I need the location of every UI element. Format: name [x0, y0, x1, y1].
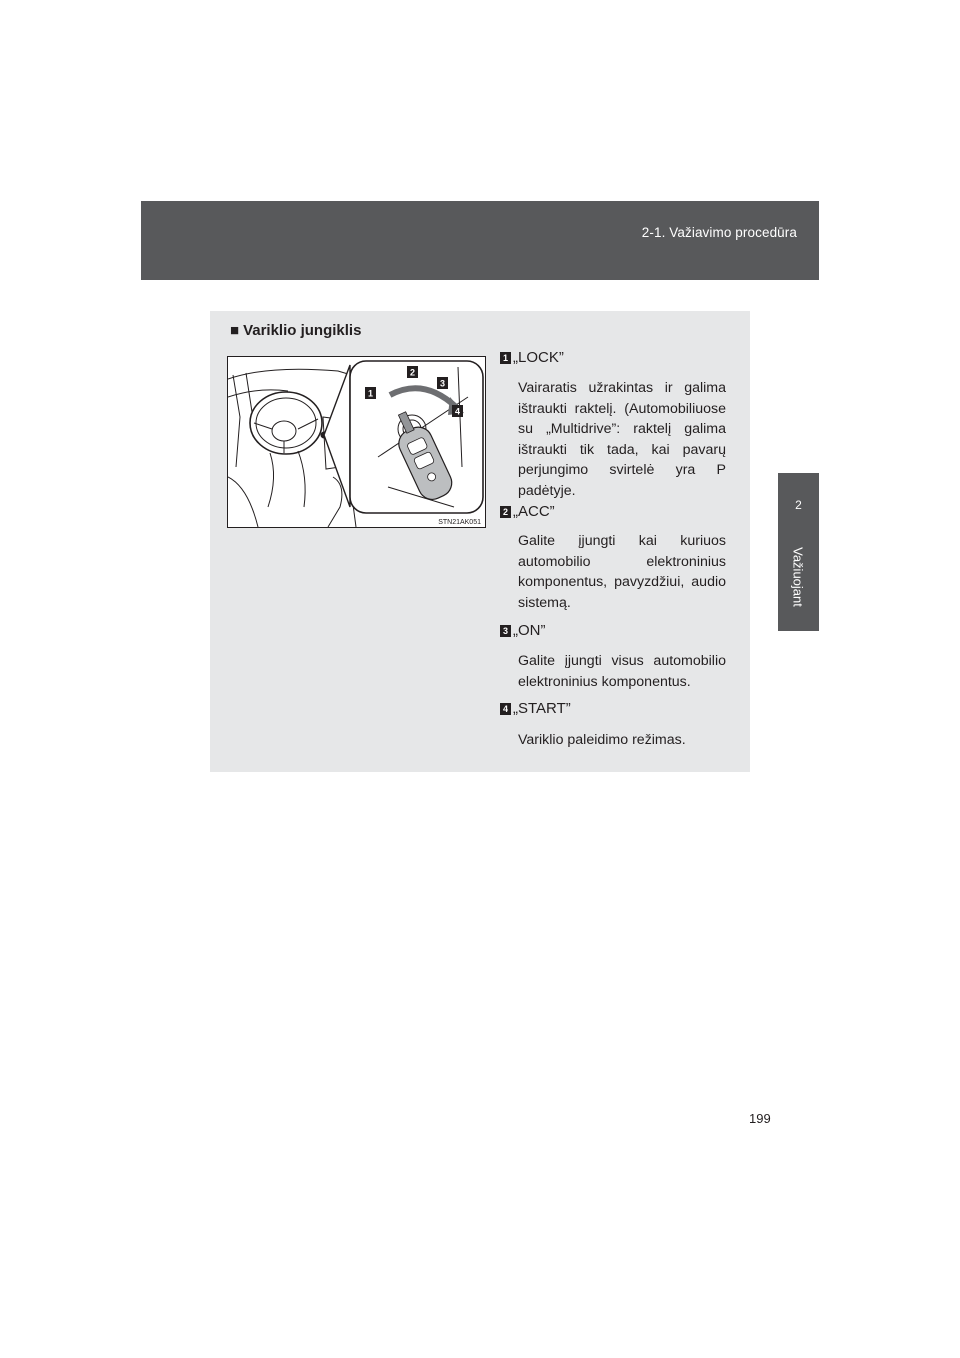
section-title: 2-1. Važiavimo procedūra [641, 225, 797, 240]
callout-2-label: 2 [409, 367, 416, 378]
number-2-icon: 2 [500, 506, 511, 518]
item-1-label: „LOCK” [513, 349, 564, 366]
item-1-heading [500, 349, 564, 366]
item-2-label: „ACC” [513, 503, 555, 520]
page-number: 199 [749, 1111, 771, 1126]
box-title [230, 322, 361, 339]
section-header [141, 201, 819, 280]
item-3-label: „ON” [513, 622, 546, 639]
dashboard-ignition-drawing [228, 357, 486, 528]
ignition-switch-illustration [227, 356, 486, 528]
item-1-description: Vairaratis užrakintas ir galima ištraukti raktelį. (Automobiliuose su „Multidrive”: raktelį galima ištraukti tik tada, kai pavarų perjungimo svirtelė yra P padėtyje. [518, 380, 726, 499]
chapter-tab [778, 473, 819, 631]
number-4-icon: 4 [500, 703, 511, 715]
chapter-number: 2 [795, 498, 802, 512]
info-box [210, 311, 750, 772]
number-1-icon: 1 [500, 352, 511, 364]
callout-4-label: 4 [454, 406, 461, 417]
item-3-description: Galite įjungti visus automobilio elektroninius komponentus. [518, 653, 726, 690]
item-2-description: Galite įjungti kai kuriuos automobilio elektroninius komponentus, pavyzdžiui, audio sistemą. [518, 533, 726, 611]
callout-1-label: 1 [367, 388, 374, 399]
item-4-label: „START” [513, 700, 571, 717]
square-bullet-icon: ■ [230, 322, 240, 339]
item-2-heading [500, 503, 555, 520]
illustration-code: STN21AK051 [438, 519, 481, 526]
box-title-text: Variklio jungiklis [243, 322, 362, 339]
item-4-heading [500, 700, 571, 717]
callout-3-label: 3 [439, 378, 446, 389]
item-4-description: Variklio paleidimo režimas. [518, 732, 686, 748]
item-3-heading [500, 622, 546, 639]
number-3-icon: 3 [500, 625, 511, 637]
chapter-label: Važiuojant [790, 547, 806, 607]
